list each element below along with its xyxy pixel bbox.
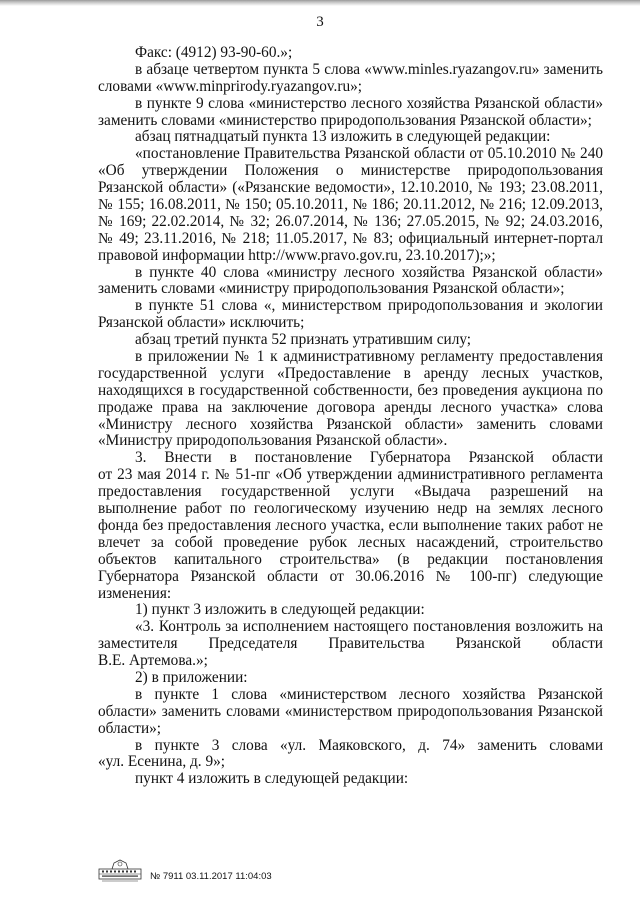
text-line: абзац третий пункта 52 признать утратившим силу; — [135, 331, 472, 349]
text-line: изменения: — [98, 584, 172, 602]
text-line: Рязанской области» («Рязанские ведомости», 12.10.2010, № 193; 23.08.2011, — [98, 180, 603, 197]
text-line: 3. Внести в постановление Губернатора Рязанской области — [135, 450, 603, 467]
text-line: 2) в приложении: — [135, 668, 248, 686]
text-line: области» заменить словами «министерством природопользования Рязанской — [98, 703, 603, 720]
text-line: в пункте 51 слова «, министерством природопользования и экологии — [135, 298, 603, 315]
text-line: влечет за собой проведение рубок лесных насаждений, строительство — [98, 534, 603, 551]
text-line: от 23 мая 2014 г. № 51-пг «Об утверждении административного регламента — [98, 467, 603, 484]
text-line: предоставления государственной услуги «Выдача разрешений на — [98, 484, 603, 501]
text-line: абзац пятнадцатый пункта 13 изложить в следующей редакции: — [135, 128, 551, 146]
text-line: В.Е. Артемова.»; — [98, 652, 208, 670]
text-line: выполнение работ по геологическому изучению недр на землях лесного — [98, 501, 603, 518]
text-line: области»; — [98, 719, 162, 737]
text-line: заменить словами «министерство природопользования Рязанской области»; — [98, 111, 592, 129]
text-line: объектов капитального строительства» (в редакции постановления — [98, 551, 603, 568]
text-line: заместителя Председателя Правительства Рязанской области — [98, 636, 603, 653]
text-line: № 49; 23.11.2016, № 218; 11.05.2017, № 83; официальный интернет-портал — [98, 230, 603, 247]
document-body — [98, 45, 603, 788]
text-line: Рязанской области» исключить; — [98, 314, 305, 332]
text-line: пункт 4 изложить в следующей редакции: — [135, 770, 409, 788]
text-line: в пункте 9 слова «министерство лесного хозяйства Рязанской области» — [135, 95, 603, 112]
text-line: государственной услуги «Предоставление в аренду лесных участков, — [98, 365, 603, 382]
registration-number: № 7911 03.11.2017 11:04:03 — [150, 871, 272, 882]
text-line: правовой информации http://www.pravo.gov.ru, 23.10.2017);»; — [98, 246, 496, 264]
registration-stamp-icon — [98, 855, 142, 885]
text-line: № 169; 22.02.2014, № 32; 26.07.2014, № 136; 27.05.2015, № 92; 24.03.2016, — [98, 213, 603, 230]
text-line: «3. Контроль за исполнением настоящего постановления возложить на — [135, 619, 603, 636]
text-line: в приложении № 1 к административному регламенту предоставления — [135, 349, 603, 366]
text-line: «постановление Правительства Рязанской области от 05.10.2010 № 240 — [135, 146, 603, 163]
text-line: «Министру лесного хозяйства Рязанской области» заменить словами — [98, 416, 603, 433]
text-line: «Министру природопользования Рязанской области». — [98, 432, 448, 450]
text-line: в пункте 3 слова «ул. Маяковского, д. 74» заменить словами — [135, 737, 603, 754]
text-line: словами «www.minprirody.ryazangov.ru»; — [98, 77, 363, 95]
page-number: 3 — [316, 14, 324, 30]
text-line: Факс: (4912) 93-90-60.»; — [135, 44, 293, 61]
text-line: 1) пункт 3 изложить в следующей редакции: — [135, 601, 425, 619]
text-line: фонда без предоставления лесного участка, если выполнение таких работ не — [98, 517, 603, 534]
document-footer — [98, 855, 398, 889]
text-line: «Об утверждении Положения о министерстве природопользования — [98, 163, 603, 180]
text-line: «ул. Есенина, д. 9»; — [98, 753, 225, 771]
scan-edge-line — [0, 0, 640, 6]
text-line: находящихся в государственной собственности, без проведения аукциона по — [98, 382, 603, 399]
text-line: № 155; 16.08.2011, № 150; 05.10.2011, № 186; 20.11.2012, № 216; 12.09.2013, — [98, 197, 603, 214]
text-line: в пункте 1 слова «министерством лесного хозяйства Рязанской — [135, 686, 603, 703]
text-line: в абзаце четвертом пункта 5 слова «www.minles.ryazangov.ru» заменить — [135, 61, 603, 78]
text-line: заменить словами «министру природопользования Рязанской области»; — [98, 280, 565, 298]
text-line: в пункте 40 слова «министру лесного хозяйства Рязанской области» — [135, 264, 603, 281]
text-line: Губернатора Рязанской области от 30.06.2016 № 100-пг) следующие — [98, 568, 603, 585]
text-line: продаже права на заключение договора аренды лесного участка» слова — [98, 399, 603, 416]
